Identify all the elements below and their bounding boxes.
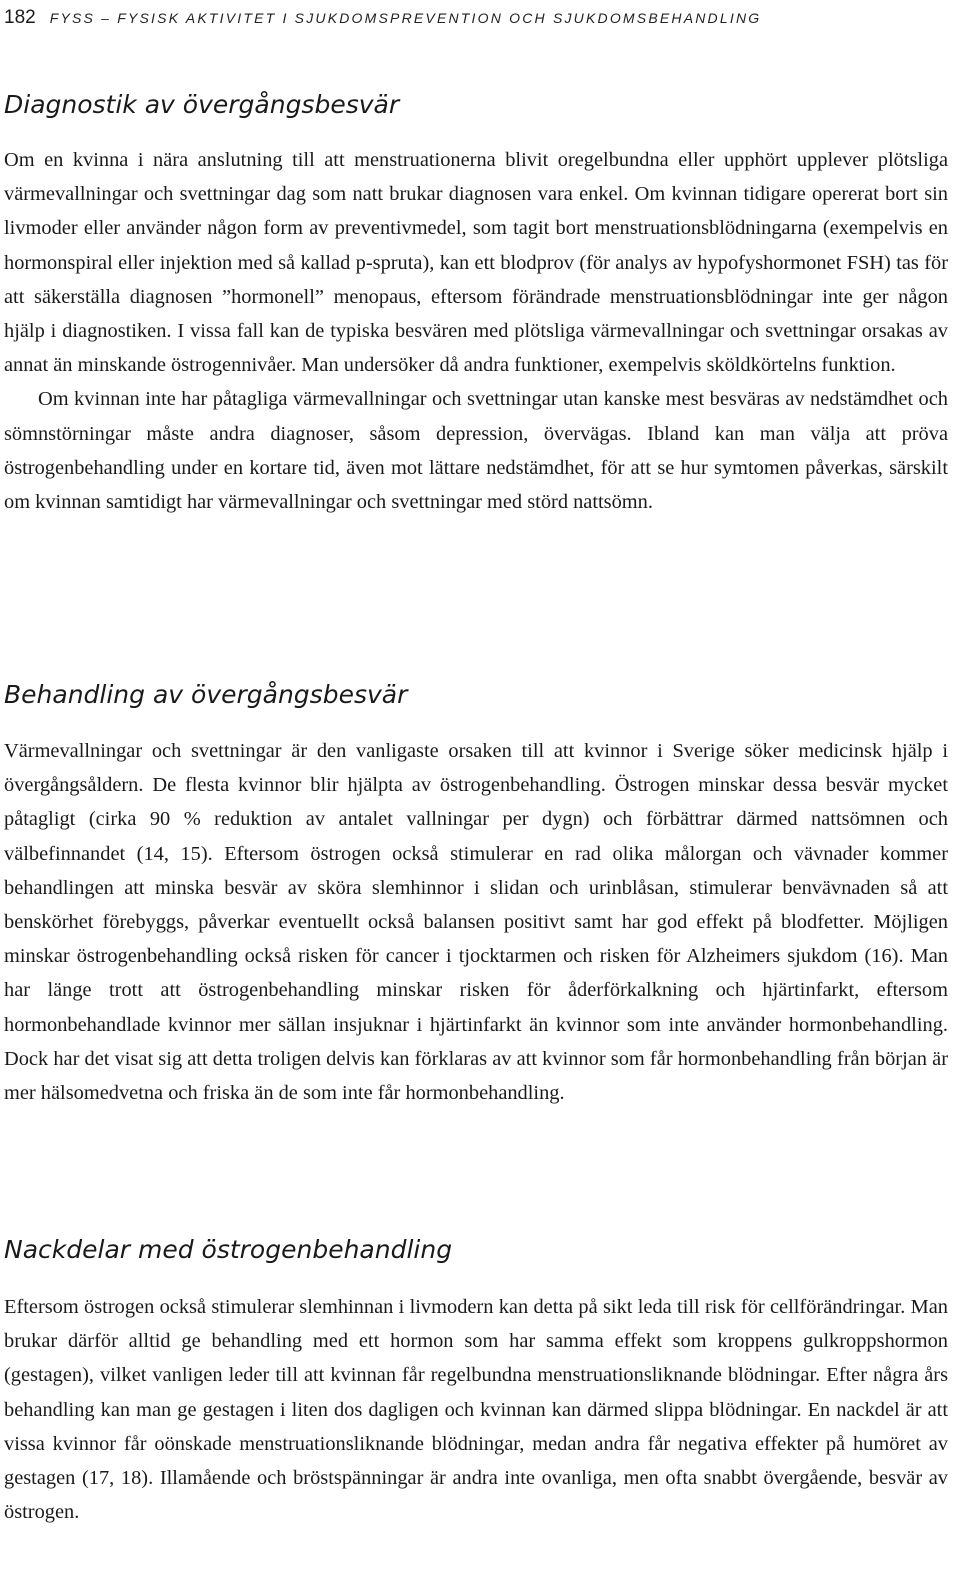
paragraph: Värmevallningar och svettningar är den vanligaste orsaken till att kvinnor i Sverige söker medicinsk hjälp i övergångsåldern. De flesta kvinnor blir hjälpta av östrogenbehandling. Östrogen minskar dessa besvär mycket påtagligt (cirka 90 % reduktion av antalet vallningar per dygn) och förbättrar därmed nattsömnen och välbefinnandet (14, 15). Eftersom östrogen också stimulerar en rad olika målorgan och vävnader kommer behandlingen att minska besvär av sköra slemhinnor i slidan och urinblåsan, stimulerar benvävnaden så att benskörhet förebyggs, påverkar eventuellt också balansen positivt samt har god effekt på blodfetter. Möjligen minskar östrogenbehandling också risken för cancer i tjocktarmen och risken för Alzheimers sjukdom (16). Man har länge trott att östrogenbehandling minskar risken för åderförkalkning och hjärtinfarkt, eftersom hormonbehandlade kvinnor mer sällan insjuknar i hjärtinfarkt än kvinnor som inte använder hormonbehandling. Dock har det visat sig att detta troligen delvis kan förklaras av att kvinnor som får hormonbehandling från början är mer hälsomedvetna och friska än de som inte får hormonbehandling.	[4, 740, 948, 1105]
running-header	[4, 0, 761, 36]
section-body-diagnostik	[4, 143, 948, 519]
section-body-nackdelar	[4, 1290, 948, 1529]
paragraph: Om en kvinna i nära anslutning till att menstruationerna blivit oregelbundna eller upphört upplever plötsliga värmevallningar och svettningar dag som natt brukar diagnosen vara enkel. Om kvinnan tidigare opererat bort sin livmoder eller använder någon form av preventivmedel, som tagit bort menstruationsblödningarna (exempelvis en hormonspiral eller injektion med så kallad p-spruta), kan ett blodprov (för analys av hypofyshormonet FSH) tas för att säkerställa diagnosen ”hormonell” menopaus, eftersom förändrade menstruationsblödningar inte ger någon hjälp i diagnostiken. I vissa fall kan de typiska besvären med plötsliga värmevallningar och svettningar orsakas av annat än minskande östrogennivåer. Man undersöker då andra funktioner, exempelvis sköldkörtelns funktion.	[4, 149, 948, 377]
section-heading-behandling: Behandling av övergångsbesvär	[4, 680, 408, 709]
section-heading-diagnostik: Diagnostik av övergångsbesvär	[4, 90, 400, 119]
section-heading-nackdelar: Nackdelar med östrogenbehandling	[4, 1235, 453, 1264]
paragraph: Eftersom östrogen också stimulerar slemhinnan i livmodern kan detta på sikt leda till risk för cellförändringar. Man brukar därför alltid ge behandling med ett hormon som har samma effekt som kroppens gulkroppshormon (gestagen), vilket vanligen leder till att kvinnan får regelbundna menstruationsliknande blödningar. Efter några års behandling kan man ge gestagen i liten dos dagligen och kvinnan kan därmed slippa blödningar. En nackdel är att vissa kvinnor får oönskade menstruationsliknande blödningar, medan andra får negativa effekter på humöret av gestagen (17, 18). Illamående och bröstspänningar är andra inte ovanliga, men ofta snabbt övergående, besvär av östrogen.	[4, 1296, 948, 1524]
running-title: FYSS – FYSISK AKTIVITET I SJUKDOMSPREVENTION OCH SJUKDOMSBEHANDLING	[49, 10, 762, 26]
section-body-behandling	[4, 734, 948, 1110]
paragraph: Om kvinnan inte har påtagliga värmevallningar och svettningar utan kanske mest besväras av nedstämdhet och sömnstörningar måste andra diagnoser, såsom depression, övervägas. Ibland kan man välja att pröva östrogenbehandling under en kortare tid, även mot lättare nedstämdhet, för att se hur symtomen påverkas, särskilt om kvinnan samtidigt har värmevallningar och svettningar med störd nattsömn.	[4, 388, 948, 514]
page-number: 182	[4, 7, 36, 28]
